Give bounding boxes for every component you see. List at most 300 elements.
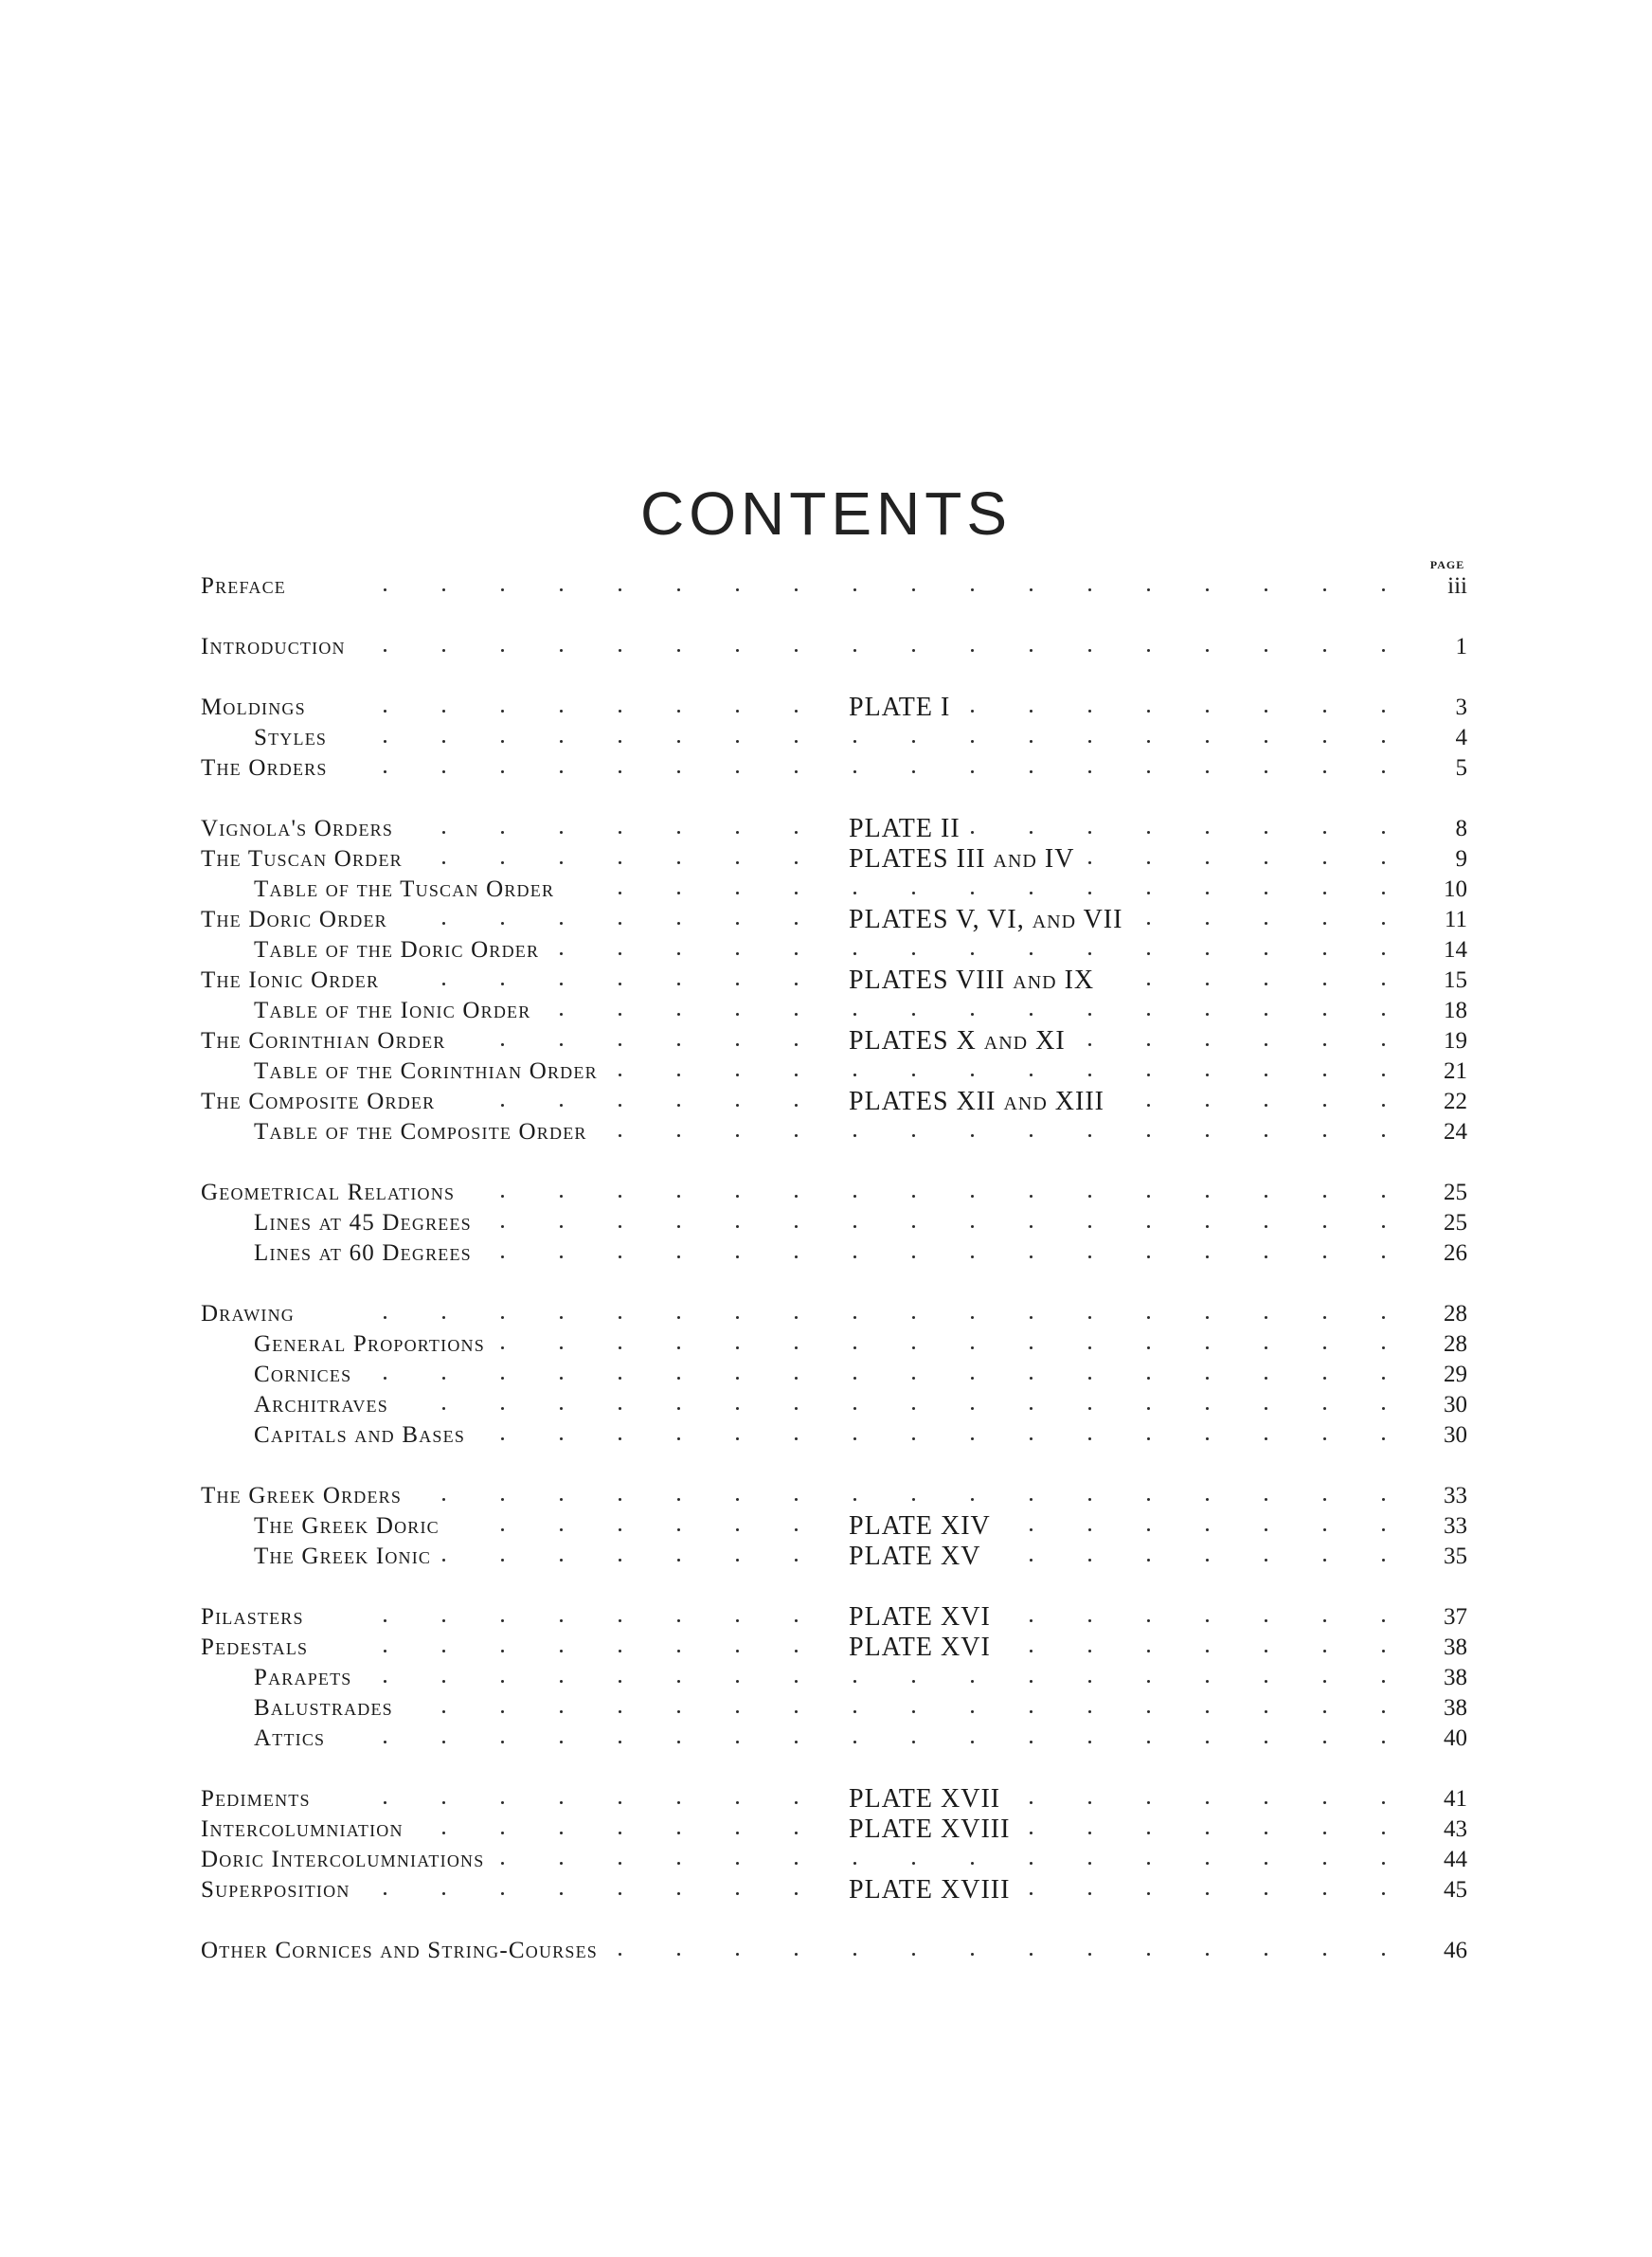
dot-leader bbox=[1206, 1650, 1209, 1652]
dot-leader bbox=[501, 1377, 504, 1380]
dot-leader bbox=[1030, 1741, 1032, 1743]
toc-entry-title: Intercolumniation bbox=[201, 1816, 404, 1842]
toc-entry-page: 15 bbox=[1444, 967, 1467, 993]
dot-leader bbox=[442, 710, 445, 713]
dot-leader bbox=[1265, 1710, 1267, 1713]
plate-reference: PLATES XII and XIII bbox=[849, 1087, 1104, 1116]
dot-leader bbox=[619, 1741, 621, 1743]
dot-leader bbox=[853, 1862, 856, 1865]
dot-leader bbox=[1030, 1680, 1032, 1683]
dot-leader bbox=[1265, 1407, 1267, 1410]
toc-entry-page: 30 bbox=[1444, 1392, 1467, 1417]
dot-leader bbox=[677, 740, 680, 743]
dot-leader bbox=[384, 740, 386, 743]
dot-leader bbox=[736, 1255, 739, 1258]
dot-leader bbox=[736, 1498, 739, 1501]
dot-leader bbox=[1030, 1255, 1032, 1258]
toc-entry bbox=[0, 1117, 1652, 1147]
dot-leader bbox=[912, 1255, 915, 1258]
dot-leader bbox=[384, 770, 386, 773]
dot-leader bbox=[619, 1619, 621, 1622]
dot-leader bbox=[619, 1953, 621, 1956]
toc-entry bbox=[0, 1663, 1652, 1693]
dot-leader bbox=[912, 1013, 915, 1016]
dot-leader bbox=[1265, 1043, 1267, 1046]
dot-leader bbox=[1088, 1619, 1091, 1622]
toc-entry-page: 35 bbox=[1444, 1544, 1467, 1569]
toc-entry-title: Parapets bbox=[254, 1665, 352, 1690]
dot-leader bbox=[1323, 588, 1326, 591]
toc-entry-title: Drawing bbox=[201, 1301, 295, 1327]
dot-leader bbox=[677, 1346, 680, 1349]
dot-leader bbox=[795, 1528, 798, 1531]
dot-leader bbox=[442, 1832, 445, 1834]
dot-leader bbox=[1323, 831, 1326, 834]
dot-leader bbox=[1265, 1801, 1267, 1804]
toc-entry-page: 1 bbox=[1455, 634, 1467, 659]
dot-leader bbox=[1088, 740, 1091, 743]
dot-leader bbox=[677, 1710, 680, 1713]
dot-leader bbox=[853, 649, 856, 652]
dot-leader bbox=[853, 1255, 856, 1258]
toc-entry bbox=[0, 1511, 1652, 1542]
toc-entry-page: 33 bbox=[1444, 1483, 1467, 1508]
dot-leader bbox=[912, 1225, 915, 1228]
dot-leader bbox=[853, 1437, 856, 1440]
dot-leader bbox=[677, 1832, 680, 1834]
dot-leader bbox=[853, 1710, 856, 1713]
dot-leader bbox=[1147, 1741, 1150, 1743]
dot-leader bbox=[1323, 1650, 1326, 1652]
dot-leader bbox=[677, 1255, 680, 1258]
dot-leader bbox=[912, 740, 915, 743]
dot-leader bbox=[1323, 892, 1326, 894]
dot-leader bbox=[1147, 1255, 1150, 1258]
dot-leader bbox=[1088, 1741, 1091, 1743]
dot-leader bbox=[442, 1710, 445, 1713]
dot-leader bbox=[1088, 1255, 1091, 1258]
toc-entry-title: Table of the Tuscan Order bbox=[254, 876, 555, 902]
toc-entry-title: Vignola's Orders bbox=[201, 816, 394, 841]
dot-leader bbox=[1382, 1892, 1385, 1895]
dot-leader bbox=[619, 1043, 621, 1046]
dot-leader bbox=[1088, 1346, 1091, 1349]
dot-leader bbox=[1088, 770, 1091, 773]
dot-leader bbox=[560, 1862, 563, 1865]
dot-leader bbox=[1147, 1346, 1150, 1349]
dot-leader bbox=[619, 1437, 621, 1440]
dot-leader bbox=[1265, 1255, 1267, 1258]
dot-leader bbox=[501, 861, 504, 864]
dot-leader bbox=[971, 649, 974, 652]
dot-leader bbox=[619, 770, 621, 773]
dot-leader bbox=[971, 1377, 974, 1380]
dot-leader bbox=[1147, 983, 1150, 985]
toc-entry-page: 3 bbox=[1455, 695, 1467, 720]
dot-leader bbox=[1030, 1074, 1032, 1076]
dot-leader bbox=[1206, 1225, 1209, 1228]
dot-leader bbox=[1030, 1134, 1032, 1137]
dot-leader bbox=[1147, 831, 1150, 834]
dot-leader bbox=[912, 952, 915, 955]
dot-leader bbox=[619, 1862, 621, 1865]
toc-entry-page: 10 bbox=[1444, 876, 1467, 902]
dot-leader bbox=[1382, 1650, 1385, 1652]
toc-entry-title: Superposition bbox=[201, 1877, 350, 1903]
dot-leader bbox=[1265, 1650, 1267, 1652]
dot-leader bbox=[1323, 1043, 1326, 1046]
dot-leader bbox=[1088, 1862, 1091, 1865]
dot-leader bbox=[501, 1892, 504, 1895]
dot-leader bbox=[560, 1104, 563, 1107]
dot-leader bbox=[1323, 952, 1326, 955]
dot-leader bbox=[1206, 1316, 1209, 1319]
toc-entry bbox=[0, 723, 1652, 753]
dot-leader bbox=[677, 952, 680, 955]
dot-leader bbox=[853, 1377, 856, 1380]
dot-leader bbox=[795, 831, 798, 834]
dot-leader bbox=[1088, 1074, 1091, 1076]
dot-leader bbox=[853, 588, 856, 591]
dot-leader bbox=[1382, 1801, 1385, 1804]
dot-leader bbox=[1030, 1953, 1032, 1956]
dot-leader bbox=[384, 1801, 386, 1804]
toc-entry-page: 21 bbox=[1444, 1058, 1467, 1084]
dot-leader bbox=[560, 1528, 563, 1531]
dot-leader bbox=[560, 983, 563, 985]
dot-leader bbox=[442, 831, 445, 834]
toc-entry bbox=[0, 1390, 1652, 1420]
dot-leader bbox=[1030, 1892, 1032, 1895]
dot-leader bbox=[1147, 1650, 1150, 1652]
dot-leader bbox=[677, 1892, 680, 1895]
toc-entry bbox=[0, 844, 1652, 875]
toc-entry-page: 22 bbox=[1444, 1089, 1467, 1114]
plate-reference: PLATE XVIII bbox=[849, 1815, 1011, 1844]
dot-leader bbox=[853, 1195, 856, 1198]
dot-leader bbox=[619, 1255, 621, 1258]
dot-leader bbox=[560, 1619, 563, 1622]
dot-leader bbox=[501, 831, 504, 834]
dot-leader bbox=[971, 1437, 974, 1440]
dot-leader bbox=[795, 1559, 798, 1562]
dot-leader bbox=[1088, 1043, 1091, 1046]
dot-leader bbox=[619, 1892, 621, 1895]
dot-leader bbox=[501, 1255, 504, 1258]
dot-leader bbox=[1088, 1892, 1091, 1895]
dot-leader bbox=[1147, 1195, 1150, 1198]
dot-leader bbox=[677, 1134, 680, 1137]
dot-leader bbox=[501, 1043, 504, 1046]
dot-leader bbox=[384, 1377, 386, 1380]
toc-entry-page: 45 bbox=[1444, 1877, 1467, 1903]
dot-leader bbox=[1323, 983, 1326, 985]
dot-leader bbox=[1265, 1559, 1267, 1562]
dot-leader bbox=[1323, 1074, 1326, 1076]
dot-leader bbox=[795, 1710, 798, 1713]
dot-leader bbox=[853, 1741, 856, 1743]
dot-leader bbox=[560, 952, 563, 955]
dot-leader bbox=[736, 831, 739, 834]
dot-leader bbox=[501, 1316, 504, 1319]
dot-leader bbox=[1323, 1104, 1326, 1107]
toc-entry bbox=[0, 1845, 1652, 1875]
dot-leader bbox=[1265, 588, 1267, 591]
dot-leader bbox=[1382, 1255, 1385, 1258]
dot-leader bbox=[736, 1377, 739, 1380]
dot-leader bbox=[501, 922, 504, 925]
dot-leader bbox=[619, 649, 621, 652]
dot-leader bbox=[736, 1013, 739, 1016]
toc-entry-title: Other Cornices and String-Courses bbox=[201, 1938, 598, 1963]
dot-leader bbox=[1323, 1407, 1326, 1410]
plate-reference: PLATE XV bbox=[849, 1542, 981, 1571]
dot-leader bbox=[1147, 922, 1150, 925]
toc-entry-page: 18 bbox=[1444, 998, 1467, 1023]
dot-leader bbox=[1265, 1195, 1267, 1198]
dot-leader bbox=[677, 1650, 680, 1652]
dot-leader bbox=[442, 1680, 445, 1683]
dot-leader bbox=[795, 1074, 798, 1076]
dot-leader bbox=[1323, 1892, 1326, 1895]
dot-leader bbox=[560, 1498, 563, 1501]
dot-leader bbox=[795, 1680, 798, 1683]
dot-leader bbox=[560, 922, 563, 925]
dot-leader bbox=[1323, 1619, 1326, 1622]
dot-leader bbox=[795, 1650, 798, 1652]
dot-leader bbox=[1265, 1377, 1267, 1380]
toc-entry-page: 28 bbox=[1444, 1301, 1467, 1327]
dot-leader bbox=[501, 983, 504, 985]
dot-leader bbox=[1265, 922, 1267, 925]
dot-leader bbox=[501, 1741, 504, 1743]
dot-leader bbox=[1265, 1832, 1267, 1834]
dot-leader bbox=[1206, 588, 1209, 591]
dot-leader bbox=[971, 1680, 974, 1683]
dot-leader bbox=[1206, 1377, 1209, 1380]
dot-leader bbox=[677, 710, 680, 713]
toc-entry-title: Moldings bbox=[201, 695, 306, 720]
dot-leader bbox=[1147, 649, 1150, 652]
toc-entry bbox=[0, 1875, 1652, 1905]
toc-entry bbox=[0, 1420, 1652, 1451]
toc-entry bbox=[0, 1056, 1652, 1087]
dot-leader bbox=[1030, 1407, 1032, 1410]
dot-leader bbox=[1206, 1619, 1209, 1622]
dot-leader bbox=[736, 861, 739, 864]
dot-leader bbox=[1147, 1407, 1150, 1410]
dot-leader bbox=[501, 1710, 504, 1713]
dot-leader bbox=[677, 1680, 680, 1683]
dot-leader bbox=[619, 1801, 621, 1804]
dot-leader bbox=[795, 1195, 798, 1198]
toc-entry-title: The Greek Orders bbox=[201, 1483, 403, 1508]
dot-leader bbox=[619, 1407, 621, 1410]
dot-leader bbox=[1382, 1741, 1385, 1743]
dot-leader bbox=[1265, 740, 1267, 743]
dot-leader bbox=[912, 1862, 915, 1865]
dot-leader bbox=[1206, 1498, 1209, 1501]
dot-leader bbox=[736, 1346, 739, 1349]
dot-leader bbox=[442, 922, 445, 925]
dot-leader bbox=[1206, 1801, 1209, 1804]
dot-leader bbox=[619, 952, 621, 955]
dot-leader bbox=[795, 1134, 798, 1137]
dot-leader bbox=[1382, 1528, 1385, 1531]
dot-leader bbox=[1323, 1680, 1326, 1683]
dot-leader bbox=[560, 1377, 563, 1380]
dot-leader bbox=[795, 1498, 798, 1501]
dot-leader bbox=[1088, 710, 1091, 713]
dot-leader bbox=[795, 1013, 798, 1016]
dot-leader bbox=[971, 1074, 974, 1076]
dot-leader bbox=[1206, 1710, 1209, 1713]
dot-leader bbox=[795, 861, 798, 864]
toc-entry bbox=[0, 1633, 1652, 1663]
dot-leader bbox=[912, 1741, 915, 1743]
dot-leader bbox=[560, 1043, 563, 1046]
dot-leader bbox=[1088, 952, 1091, 955]
dot-leader bbox=[1030, 1619, 1032, 1622]
dot-leader bbox=[795, 1741, 798, 1743]
dot-leader bbox=[442, 1407, 445, 1410]
dot-leader bbox=[619, 861, 621, 864]
toc-entry bbox=[0, 905, 1652, 935]
dot-leader bbox=[1206, 710, 1209, 713]
dot-leader bbox=[795, 1862, 798, 1865]
dot-leader bbox=[442, 1892, 445, 1895]
dot-leader bbox=[1088, 1650, 1091, 1652]
dot-leader bbox=[1030, 1346, 1032, 1349]
dot-leader bbox=[971, 1741, 974, 1743]
dot-leader bbox=[1382, 952, 1385, 955]
dot-leader bbox=[501, 1407, 504, 1410]
dot-leader bbox=[1088, 1498, 1091, 1501]
dot-leader bbox=[1323, 770, 1326, 773]
dot-leader bbox=[1323, 1377, 1326, 1380]
dot-leader bbox=[912, 1195, 915, 1198]
dot-leader bbox=[560, 1195, 563, 1198]
dot-leader bbox=[1323, 1195, 1326, 1198]
dot-leader bbox=[619, 892, 621, 894]
toc-entry-title: Table of the Ionic Order bbox=[254, 998, 531, 1023]
dot-leader bbox=[1382, 1832, 1385, 1834]
dot-leader bbox=[1265, 1074, 1267, 1076]
dot-leader bbox=[1323, 861, 1326, 864]
dot-leader bbox=[1323, 1801, 1326, 1804]
dot-leader bbox=[1088, 861, 1091, 864]
toc-entry-page: 38 bbox=[1444, 1695, 1467, 1721]
dot-leader bbox=[677, 1528, 680, 1531]
dot-leader bbox=[384, 710, 386, 713]
dot-leader bbox=[1265, 1619, 1267, 1622]
dot-leader bbox=[560, 770, 563, 773]
dot-leader bbox=[619, 1013, 621, 1016]
toc-entry-title: General Proportions bbox=[254, 1331, 485, 1357]
dot-leader bbox=[853, 1134, 856, 1137]
toc-entry-page: 5 bbox=[1455, 755, 1467, 781]
dot-leader bbox=[1030, 1316, 1032, 1319]
toc-entry bbox=[0, 693, 1652, 723]
toc-entry bbox=[0, 1542, 1652, 1572]
toc-entry-page: 41 bbox=[1444, 1786, 1467, 1812]
dot-leader bbox=[442, 649, 445, 652]
dot-leader bbox=[912, 1346, 915, 1349]
toc-entry bbox=[0, 1936, 1652, 1966]
dot-leader bbox=[1382, 588, 1385, 591]
dot-leader bbox=[677, 1498, 680, 1501]
dot-leader bbox=[1147, 1377, 1150, 1380]
dot-leader bbox=[1265, 861, 1267, 864]
dot-leader bbox=[1265, 1953, 1267, 1956]
dot-leader bbox=[677, 588, 680, 591]
dot-leader bbox=[442, 861, 445, 864]
dot-leader bbox=[1265, 1680, 1267, 1683]
dot-leader bbox=[1030, 1650, 1032, 1652]
dot-leader bbox=[1206, 831, 1209, 834]
toc-entry bbox=[0, 1208, 1652, 1238]
dot-leader bbox=[442, 1498, 445, 1501]
toc-entry-title: The Greek Ionic bbox=[254, 1544, 432, 1569]
dot-leader bbox=[1323, 1710, 1326, 1713]
dot-leader bbox=[1206, 1104, 1209, 1107]
dot-leader bbox=[677, 1316, 680, 1319]
dot-leader bbox=[1323, 1741, 1326, 1743]
dot-leader bbox=[1323, 1832, 1326, 1834]
dot-leader bbox=[442, 1741, 445, 1743]
dot-leader bbox=[1088, 1316, 1091, 1319]
dot-leader bbox=[1265, 952, 1267, 955]
dot-leader bbox=[1265, 1741, 1267, 1743]
dot-leader bbox=[736, 1892, 739, 1895]
plate-reference: PLATE XIV bbox=[849, 1511, 991, 1541]
toc-entry bbox=[0, 875, 1652, 905]
dot-leader bbox=[971, 1346, 974, 1349]
dot-leader bbox=[384, 1892, 386, 1895]
toc-entry-page: 28 bbox=[1444, 1331, 1467, 1357]
dot-leader bbox=[1147, 710, 1150, 713]
dot-leader bbox=[853, 740, 856, 743]
dot-leader bbox=[736, 1832, 739, 1834]
dot-leader bbox=[560, 1559, 563, 1562]
toc-entry-page: 11 bbox=[1444, 907, 1467, 932]
dot-leader bbox=[1206, 649, 1209, 652]
dot-leader bbox=[1323, 922, 1326, 925]
dot-leader bbox=[1030, 1195, 1032, 1198]
toc-entry-page: 33 bbox=[1444, 1513, 1467, 1539]
dot-leader bbox=[736, 740, 739, 743]
dot-leader bbox=[501, 1437, 504, 1440]
toc-entry-title: Table of the Corinthian Order bbox=[254, 1058, 598, 1084]
dot-leader bbox=[1323, 1862, 1326, 1865]
dot-leader bbox=[1030, 1528, 1032, 1531]
toc-entry-page: 38 bbox=[1444, 1634, 1467, 1660]
dot-leader bbox=[501, 1619, 504, 1622]
dot-leader bbox=[560, 1316, 563, 1319]
dot-leader bbox=[971, 1134, 974, 1137]
dot-leader bbox=[971, 1225, 974, 1228]
dot-leader bbox=[501, 1862, 504, 1865]
toc-entry-title: The Greek Doric bbox=[254, 1513, 440, 1539]
toc-entry-page: 37 bbox=[1444, 1604, 1467, 1630]
dot-leader bbox=[560, 1255, 563, 1258]
toc-entry-title: Attics bbox=[254, 1725, 326, 1751]
toc-entry-title: Table of the Doric Order bbox=[254, 937, 540, 963]
dot-leader bbox=[1265, 649, 1267, 652]
dot-leader bbox=[912, 588, 915, 591]
dot-leader bbox=[1147, 1013, 1150, 1016]
dot-leader bbox=[677, 1862, 680, 1865]
